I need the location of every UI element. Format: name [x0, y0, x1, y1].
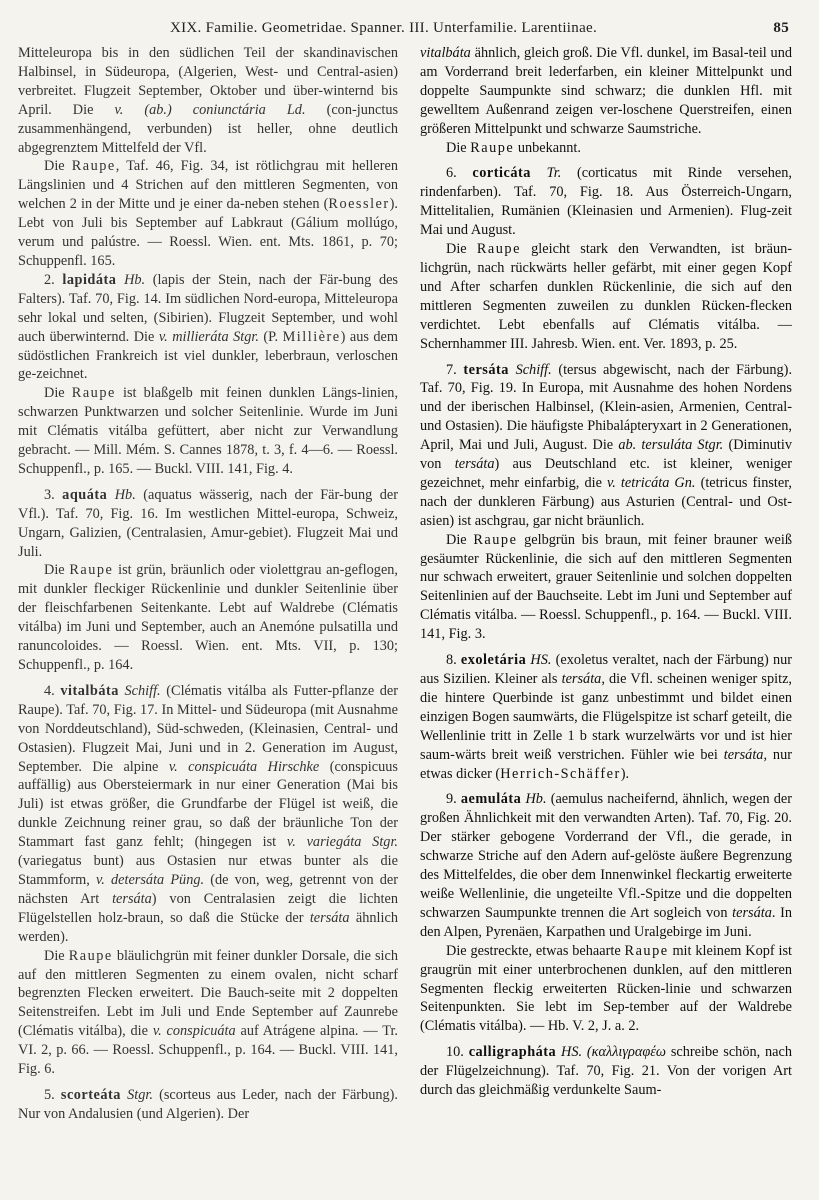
- species-number: 4.: [44, 682, 55, 699]
- species-author: Schiff.: [515, 361, 552, 378]
- species-number: 5.: [44, 1086, 55, 1103]
- text: gelbgrün bis braun, mit feiner brauner weiß gesäumter Rückenlinie, die sich auf den mittleren Segmenten nur schwach erweitert, grauer Seitenlinie und solchen doppelten Seitenlinien auf der Bauchseite. Lebt im Juni und September auf Clématis vitálba. — Roessl. Schuppenfl., p. 164. — Buckl. VIII. 141, Fig. 3.: [420, 531, 792, 643]
- paragraph: [18, 561, 398, 674]
- keyword: Raupe: [470, 139, 515, 156]
- variety-name: v. tetricáta Gn.: [607, 474, 696, 491]
- text: ). Lebt von Juli bis September auf Labkraut (Gálium mollúgo, verum und palústre. — Roessl. Wien. ent. Mts. 1861, p. 70; Schuppenfl. 165.: [18, 196, 398, 269]
- text: (corticatus mit Rinde versehen, rindenfarben). Taf. 70, Fig. 18. Aus Österreich-Ungarn, Mittelitalien, Rumänien (Kleinasien und Armenien). Flug-zeit Mai und August.: [420, 165, 792, 239]
- text: ) von Centralasien zeigt die lichten Flügelstellen holz-braun, so daß die Stücke der: [18, 890, 398, 926]
- paragraph: [420, 942, 792, 1037]
- text: ) aus Deutschland etc. ist kleiner, weniger gezeichnet, mehr einfarbig, die: [420, 456, 792, 491]
- paragraph: [18, 384, 398, 479]
- paragraph: [420, 139, 792, 158]
- text: , die Vfl. scheinen weniger spitz, die hintere Querbinde ist ganz unbestimmt und bildet einen einzigen Bogen saumwärts, die Flügelspitze ist scharf geteilt, die Wellenlinie tritt in Zelle 1 b stark wurzelwärts vor und ist hier saum-wärts breit weiß verstrichen. Fühler wie bei: [420, 671, 792, 763]
- species-name: aemuláta: [460, 791, 522, 808]
- species-name: scorteáta: [60, 1086, 121, 1103]
- text: (de von, weg, getrennt von der nächsten Art: [18, 871, 398, 907]
- variety-name: v. conspicuáta: [152, 1023, 236, 1040]
- paragraph: [18, 947, 398, 1079]
- text: (P.: [263, 328, 279, 345]
- species-name: corticáta: [472, 165, 531, 182]
- keyword: Raupe: [473, 531, 518, 548]
- species-author: HS.: [530, 652, 552, 669]
- variety-name: tersáta: [454, 456, 495, 473]
- variety-name: v. millieráta Stgr.: [158, 328, 259, 345]
- text: Die: [44, 385, 65, 402]
- text: Mitteleuropa bis in den südlichen Teil der skandinavischen Halbinsel, in Südeuropa, (Algerien, West- und Central-asien) verbreitet. Flugzeit September, Oktober und über-winternd bis April.: [18, 45, 398, 118]
- species-entry: [420, 651, 792, 783]
- text: Die: [446, 531, 467, 548]
- species-entry: [420, 790, 792, 941]
- paragraph: [420, 531, 792, 644]
- text: gleicht stark den Verwandten, ist bräun-lichgrün, nach rückwärts heller gefärbt, mit einer gegen Kopf und After scharfen dunklen Rückenlinie, die sich auf den mittleren Segmenten zuweilen zu dunklen Rücken-flecken verdichtet. Lebt ebenfalls auf Clématis vitálba. — Schernhammer III. Jahresb. Wien. ent. Ver. 1893, p. 25.: [420, 241, 792, 352]
- species-entry: [18, 1086, 398, 1124]
- text: , nur etwas dicker (: [420, 746, 792, 782]
- text: (tetricus finster, nach der dunkleren Färbung) aus Asturien (Central- und Ost-asien) ist aschgrau, gar nicht bräunlich.: [420, 474, 792, 529]
- author-name: Roessler: [328, 196, 390, 213]
- text: (scorteus aus Leder, nach der Färbung). Nur von Andalusien (und Algerien). Der: [18, 1086, 398, 1122]
- species-author: HS.: [561, 1044, 583, 1061]
- species-author: Tr.: [546, 165, 562, 182]
- variety-name: v. variegáta Stgr.: [286, 834, 398, 851]
- variety-name: vitalbáta: [420, 45, 471, 61]
- paragraph: [18, 44, 398, 157]
- keyword: Raupe: [69, 562, 114, 579]
- species-name: lapidáta: [62, 271, 117, 288]
- keyword: Raupe: [71, 385, 116, 402]
- text: mit kleinem Kopf ist graugrün mit einer unterbrochenen dunklen, auf den mittleren Segmenten fleckig erweiterten Rücken-linie und schwarzen Seitenpunkten. Sie lebt im Sep-tember auf der Waldrebe (Clématis vitálba). — Hb. V. 2, J. a. 2.: [420, 942, 792, 1035]
- species-number: 7.: [446, 361, 457, 378]
- paragraph: [420, 44, 792, 139]
- text: Die: [44, 562, 65, 579]
- text: (lapis der Stein, nach der Fär-bung des Falters). Taf. 70, Fig. 14. Im südlichen Nord-europa, Mitteleuropa sehr lokal und selten, (Sibirien). Flugzeit September, und wohl auch überwinternd. Die: [18, 271, 398, 345]
- left-column: [18, 44, 398, 1194]
- text: ist blaßgelb mit feinen dunklen Längs-linien, schwarzen Punktwarzen und solcher Seitenlinie. Wurde im Juni mit Clématis vitálba gefüttert, aber nicht zur Verwandlung gebracht. — Mill. Mém. S. Cannes 1878, t. 3, f. 4—6. — Roessl. Schuppenfl., p. 165. — Buckl. VIII. 141, Fig. 4.: [18, 385, 398, 477]
- author-name: Millière: [282, 328, 341, 345]
- text: Die gestreckte, etwas behaarte: [446, 942, 621, 959]
- keyword: Raupe: [68, 947, 113, 964]
- running-header: [0, 12, 819, 42]
- species-entry: [420, 1043, 792, 1100]
- text: Die: [44, 947, 65, 964]
- species-name: exoletária: [460, 652, 527, 669]
- species-author: Schiff.: [124, 682, 161, 699]
- text: ).: [620, 765, 630, 782]
- variety-name: tersáta: [112, 890, 152, 907]
- species-name: vitalbáta: [60, 682, 119, 699]
- species-name: aquáta: [62, 486, 108, 503]
- author-name: Herrich-Schäffer: [500, 765, 621, 782]
- text: bläulichgrün mit feiner dunkler Dorsale, die sich auf den mittleren Segmenten zu einem ovalen, nicht scharf begrenzten Flecken erweitert. Die Bauch-seite mit 2 doppelten Seitenstreifen. Lebt im Juli und Ende September auf Zaunrebe (Clématis vitálba), die: [18, 947, 398, 1040]
- species-entry: [18, 486, 398, 562]
- species-number: 2.: [44, 271, 55, 288]
- page-number: 85: [773, 20, 789, 36]
- text: (aquatus wässerig, nach der Fär-bung der Vfl.). Taf. 70, Fig. 16. Im westlichen Mittel-europa, Schweiz, Ungarn, Galizien, (Centralasien, Amur-gebiet). Flugzeit Mai und Juli.: [18, 486, 398, 560]
- text: (tersus abgewischt, nach der Färbung). Taf. 70, Fig. 19. In Europa, mit Ausnahme des hohen Nordens und der iberischen Halbinsel, (Klein-asien, Armenien, Central- und Ostasien). Die häufigste Phibalápteryxart in 2 Generationen, April, Mai und Juli, August. Die: [420, 361, 792, 454]
- text: (Diminutiv von: [420, 437, 792, 473]
- text: ähnlich, gleich groß. Die Vfl. dunkel, im Basal-teil und am Vorderrand breit lederfarben, ein kleiner Mittelpunkt und doppelte Saumpunkte sind schwarz; die dunklen Hfl. mit gewelltem Außenrand zeigen ver-loschene Querstreifen, einen größeren Mittelpunkt und schwarze Saumstriche.: [420, 45, 792, 137]
- species-number: 3.: [44, 486, 55, 503]
- species-name: tersáta: [463, 361, 509, 378]
- text: Die: [72, 101, 94, 118]
- text: ähnlich werden).: [18, 909, 398, 945]
- species-number: 8.: [446, 652, 457, 669]
- greek-word: (καλλιγραφέω: [586, 1044, 667, 1061]
- species-entry: [420, 164, 792, 240]
- text: (exoletus veraltet, nach der Färbung) nur aus Sizilien. Kleiner als: [420, 652, 792, 687]
- variety-name: v. (ab.) coniunctária Ld.: [114, 101, 306, 118]
- species-number: 6.: [446, 165, 457, 182]
- species-author: Hb.: [525, 791, 547, 808]
- text: Die: [446, 241, 467, 258]
- text: schreibe schön, nach der Flügelzeichnung). Taf. 70, Fig. 21. Von der vorigen Art durch das gleichmäßig verdunkelte Saum-: [420, 1044, 792, 1099]
- keyword: Raupe: [476, 241, 521, 258]
- variety-name: v. conspicuáta Hirschke: [168, 758, 320, 775]
- species-entry: [420, 361, 792, 531]
- variety-name: tersáta: [309, 909, 350, 926]
- text: Die: [44, 158, 65, 175]
- text: unbekannt.: [517, 139, 581, 156]
- species-number: 10.: [446, 1044, 464, 1061]
- running-title: XIX. Familie. Geometridae. Spanner. III. Unterfamilie. Larentiinae.: [170, 20, 598, 36]
- keyword: Raupe: [624, 942, 669, 959]
- text: ist grün, bräunlich oder violettgrau an-geflogen, mit dunkler fleckiger Rückenlinie und dunkler Seitenlinie über der fleischfarbenen Seitenkante. Lebt auf Waldrebe (Clématis vitálba) im Juni und September, auch an Anemóne pulsatilla und ranuncoloides. — Roessl. Wien. ent. Mts. VII, p. 130; Schuppenfl., p. 164.: [18, 562, 398, 673]
- variety-name: tersáta: [561, 671, 602, 687]
- species-entry: [18, 271, 398, 384]
- variety-name: tersáta: [723, 746, 764, 763]
- text: (Clématis vitálba als Futter-pflanze der Raupe). Taf. 70, Fig. 17. In Mittel- und Südeuropa (mit Ausnahme von Norddeutschland), Süd-schweden, (Kleinasien, Central- und Ostasien). Flugzeit Mai, Juni und in 2. Generation im August, September. Die alpine: [18, 682, 398, 775]
- species-entry: [18, 682, 398, 947]
- right-column: [420, 44, 792, 1194]
- species-name: calligrapháta: [468, 1044, 557, 1061]
- species-number: 9.: [446, 791, 457, 808]
- text: (variegatus bunt) aus Ostasien nur etwas bunter als die Stammform,: [18, 853, 398, 888]
- text: Die: [446, 139, 467, 156]
- text: (con-junctus zusammenhängend, verbunden) ist heller, ohne deutlich abgegrenztem Mittelfeld der Vfl.: [18, 101, 398, 156]
- variety-name: tersáta: [732, 904, 772, 921]
- text: auf Atrágene alpina. — Tr. VI. 2, p. 66. — Roessl. Schuppenfl., p. 164. — Buckl. VIII. 141, Fig. 6.: [18, 1023, 398, 1078]
- text: (conspicuus auffällig) aus Obersteiermark in nur einer Generation (Mai bis Juli) ist etwas größer, die Grundfarbe der Flügel ist weiß, die dunkle Zeichnung reiner grau, so daß der bräunliche Ton der Stammart fast ganz fehlt; (hingegen ist: [18, 758, 398, 851]
- paragraph: [18, 157, 398, 270]
- species-author: Stgr.: [127, 1086, 153, 1103]
- species-author: Hb.: [124, 271, 146, 288]
- paragraph: [420, 240, 792, 353]
- variety-name: ab. tersuláta Stgr.: [618, 437, 724, 454]
- variety-name: v. detersáta Püng.: [96, 871, 205, 888]
- text: . In den Alpen, Pyrenäen, Karpathen und Uralgebirge im Juni.: [420, 904, 792, 940]
- keyword: Raupe: [71, 158, 116, 175]
- species-author: Hb.: [114, 486, 136, 503]
- text: (aemulus nacheifernd, ähnlich, wegen der großen Ähnlichkeit mit den verwandten Arten). Taf. 70, Fig. 20. Der stärker gebogene Vorderrand der Vfl., die gerade, in schwarze Striche auf den Adern auf-gelöste äußere Begrenzung des Mittelfeldes, die ober dem Innenwinkel fleckartig erweiterte weiße Wellenlinie, die ungeteilte Vfl.-Spitze und die doppelten schwarzen Saumpunkte trennen die Art sogleich von: [420, 791, 792, 921]
- text: ) aus dem südöstlichen Frankreich ist viel dunkler, leberbraun, verloschen ge-zeichnet.: [18, 328, 398, 383]
- text: , Taf. 46, Fig. 34, ist rötlichgrau mit helleren Längslinien und 4 Strichen auf den mittleren Segmenten, von welchen 2 in der Mitte und je einer da-neben stehen (: [18, 158, 398, 213]
